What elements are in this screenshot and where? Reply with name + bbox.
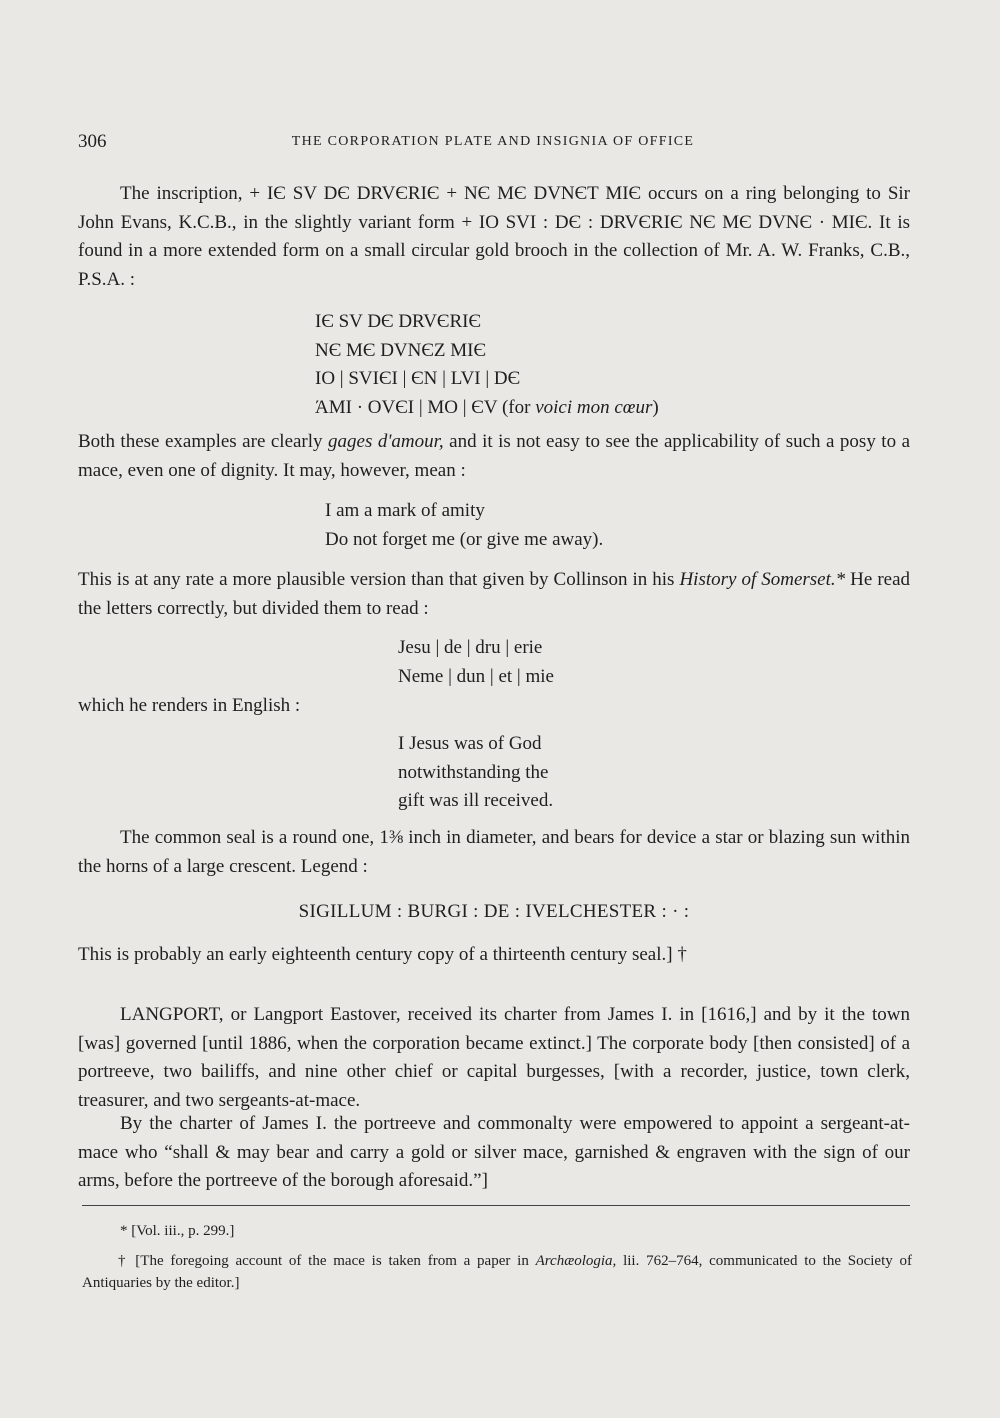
paragraph-gages: Both these examples are clearly gages d'amour, and it is not easy to see the applicability of such a posy to a mace, even one of dignity. It may, however, mean :	[78, 431, 911, 481]
brooch-line: IЄ SV DЄ DRVЄRIЄ	[315, 311, 482, 332]
footnote-2: † [The foregoing account of the mace is taken from a paper in Archæologia, lii. 762–764, communicated to the Society of Antiquaries by the editor.]	[82, 1253, 913, 1291]
brooch-line: IO | SVIЄI | ЄN | LVI | DЄ	[315, 368, 521, 389]
running-title: THE CORPORATION PLATE AND INSIGNIA OF OFFICE	[291, 134, 695, 149]
brooch-inscription	[315, 308, 659, 422]
page-number: 306	[78, 131, 107, 152]
paragraph-seal-copy: This is probably an early eighteenth century copy of a thirteenth century seal.] †	[78, 944, 687, 965]
meaning-line: I am a mark of amity	[325, 500, 485, 521]
brooch-line: ΆMI · OVЄI | MO | ЄV (for voici mon cœur)	[315, 396, 659, 418]
english-line: I Jesus was of God	[398, 733, 542, 754]
english-line: notwithstanding the	[398, 761, 549, 783]
footnote-1: * [Vol. iii., p. 299.]	[120, 1223, 235, 1239]
english-line: gift was ill received.	[398, 790, 554, 811]
english-rendering	[398, 730, 553, 816]
meaning-block	[325, 497, 603, 554]
reading-line: Neme | dun | et | mie	[398, 665, 554, 687]
collinson-reading	[398, 634, 554, 691]
paragraph-charter: By the charter of James I. the portreeve and commonalty were empowered to appoint a sergeant-at-mace who “shall & may bear and carry a gold or silver mace, garnished & engraven with the sign of our arms, before the portreeve of the borough aforesaid.”]	[78, 1113, 910, 1191]
paragraph-common-seal: The common seal is a round one, 1⅜ inch in diameter, and bears for device a star or blazing sun within the horns of a large crescent. Legend :	[78, 827, 910, 877]
footnote-divider	[82, 1205, 910, 1206]
brooch-line: NЄ MЄ DVNЄZ MIЄ	[315, 339, 487, 361]
paragraph-collinson: This is at any rate a more plausible version than that given by Collinson in his History of Somerset.* He read the letters correctly, but divided them to read :	[78, 569, 911, 619]
running-header	[78, 131, 908, 155]
renders-line: which he renders in English :	[78, 695, 301, 716]
reading-line: Jesu | de | dru | erie	[398, 637, 543, 658]
meaning-line: Do not forget me (or give me away).	[325, 528, 604, 550]
paragraph-langport: LANGPORT, or Langport Eastover, received its charter from James I. in [1616,] and by it the town [was] governed [until 1886, when the corporation became extinct.] The corporate body [then consisted] of a portreeve, two bailiffs, and nine other chief or capital burgesses, [with a recorder, justice, town clerk, treasurer, and two sergeants-at-mace.	[78, 1004, 910, 1111]
seal-legend: SIGILLUM : BURGI : DE : IVELCHESTER : · :	[298, 901, 690, 922]
paragraph-inscription: The inscription, + IЄ SV DЄ DRVЄRIЄ + NЄ MЄ DVNЄT MIЄ occurs on a ring belonging to Sir John Evans, K.C.B., in the slightly variant form + IO SVI : DЄ : DRVЄRIЄ NЄ MЄ DVNЄ · MIЄ. It is found in a more extended form on a small circular gold brooch in the collection of Mr. A. W. Franks, C.B., P.S.A. :	[78, 183, 910, 290]
